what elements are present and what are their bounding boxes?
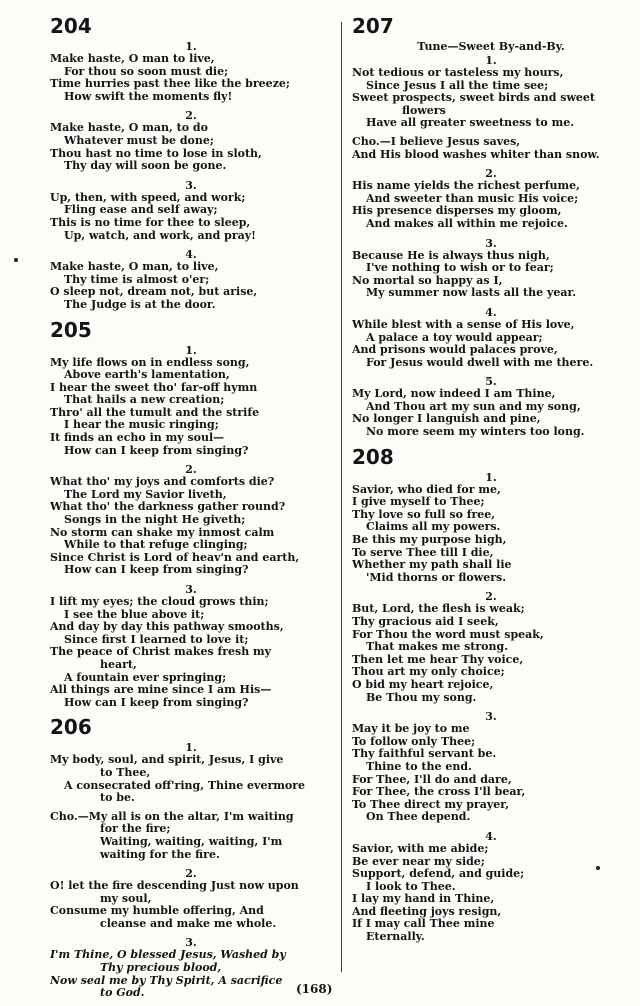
verse-line: This is no time for thee to sleep, [50, 216, 251, 229]
stanza [352, 710, 630, 824]
verse-line: For Thou the word must speak, [352, 628, 544, 641]
verse-line: To follow only Thee; [352, 735, 476, 748]
stanza-number: 4. [485, 829, 497, 843]
verse-line: Whatever must be done; [64, 134, 214, 147]
verse-line: My life flows on in endless song, [50, 356, 250, 369]
verse-line: No mortal so happy as I, [352, 274, 503, 287]
verse-line: Thine to the end. [366, 760, 472, 773]
stanza [50, 463, 332, 577]
stanza-number: 2. [485, 167, 497, 181]
verse-line: Have all greater sweetness to me. [366, 117, 575, 130]
stanza [352, 375, 630, 438]
verse-line: And fleeting joys resign, [352, 905, 502, 918]
verse-line: Cho.—I believe Jesus saves, [352, 135, 521, 148]
verse-line: Savior, with me abide; [352, 842, 489, 855]
stanza [352, 237, 630, 300]
chorus [50, 811, 332, 861]
right-column [352, 14, 630, 950]
verse-line: A palace a toy would appear; [366, 331, 543, 344]
verse-line: What tho' my joys and comforts die? [50, 476, 275, 489]
stanza [352, 590, 630, 704]
verse-line: Sweet prospects, sweet birds and sweet [352, 92, 595, 105]
verse-line: And sweeter than music His voice; [366, 192, 579, 205]
verse-line: A consecrated off'ring, Thine evermore [64, 779, 306, 792]
stanza [352, 54, 630, 130]
stanza-number: 2. [185, 463, 197, 477]
stanza-number: 3. [485, 236, 497, 250]
verse-line: Time hurries past thee like the breeze; [50, 78, 290, 91]
verse-line: What tho' the darkness gather round? [50, 501, 286, 514]
verse-line: Thou hast no time to lose in sloth, [50, 147, 262, 160]
stanza [352, 830, 630, 944]
verse-line: It finds an echo in my soul— [50, 432, 225, 445]
verse-line: I'm Thine, O blessed Jesus, Washed by [50, 949, 286, 962]
hymn-number: 204 [50, 14, 92, 38]
verse-line: Fling ease and self away; [64, 204, 218, 217]
stanza [50, 936, 332, 999]
verse-line: flowers [402, 104, 446, 117]
stanza-number: 2. [185, 867, 197, 881]
verse-line: Up, watch, and work, and pray! [64, 229, 256, 242]
verse-line: to be. [100, 792, 135, 805]
verse-line: Be this my purpose high, [352, 534, 507, 547]
hymn-205 [50, 318, 332, 710]
verse-line: I lift my eyes; the cloud grows thin; [50, 596, 269, 608]
verse-line: Support, defend, and guide; [352, 868, 525, 881]
stanza-number: 2. [185, 109, 197, 123]
verse-line: Thy day will soon be gone. [64, 160, 227, 173]
verse-line: His name yields the richest perfume, [352, 180, 581, 193]
stanza-number: 3. [185, 936, 197, 950]
verse-line: Claims all my powers. [366, 521, 501, 534]
stanza [50, 583, 332, 709]
verse-line: For Thee, the cross I'll bear, [352, 786, 526, 799]
chorus [352, 136, 630, 161]
verse-line: I hear the music ringing; [64, 419, 219, 432]
verse-line: to God. [100, 987, 145, 1000]
verse-line: How swift the moments fly! [64, 90, 233, 103]
verse-line: Make haste, O man to live, [50, 53, 215, 65]
verse-line: O! let the fire descending Just now upon [50, 880, 299, 893]
verse-line: waiting for the fire. [100, 848, 220, 861]
verse-line: cleanse and make me whole. [100, 917, 277, 930]
verse-line: For Jesus would dwell with me there. [366, 356, 594, 369]
stanza [50, 179, 332, 242]
left-column [50, 14, 332, 1006]
verse-line: Then let me hear Thy voice, [352, 653, 524, 666]
verse-line: If I may call Thee mine [352, 918, 495, 931]
verse-line: Thy faithful servant be. [352, 748, 497, 761]
stanza [50, 109, 332, 172]
verse-line: I look to Thee. [366, 880, 456, 893]
verse-line: On Thee depend. [366, 811, 471, 824]
column-divider [341, 22, 342, 972]
verse-line: All things are mine since I am His— [50, 684, 272, 697]
verse-line: my soul, [100, 892, 152, 905]
verse-line: I've nothing to wish or to fear; [366, 262, 554, 275]
stanza-number: 3. [185, 583, 197, 596]
verse-line: Make haste, O man, to do [50, 122, 208, 135]
hymn-204 [50, 14, 332, 312]
stanza [50, 867, 332, 930]
verse-line: How can I keep from singing? [64, 564, 249, 577]
verse-line: Savior, who died for me, [352, 483, 501, 496]
verse-line: My Lord, now indeed I am Thine, [352, 388, 556, 401]
verse-line: And Thou art my sun and my song, [366, 400, 581, 413]
verse-line: To serve Thee till I die, [352, 546, 494, 559]
verse-line: And day by day this pathway smooths, [50, 621, 284, 634]
verse-line: Thro' all the tumult and the strife [50, 406, 260, 419]
verse-line: Thy precious blood, [100, 962, 222, 975]
stanza-number: 3. [185, 178, 197, 192]
verse-line: My body, soul, and spirit, Jesus, I give [50, 754, 284, 767]
verse-line: Consume my humble offering, And [50, 905, 264, 918]
stanza-number: 4. [185, 248, 197, 262]
verse-line: I give myself to Thee; [352, 496, 485, 509]
verse-line: Waiting, waiting, waiting, I'm [100, 835, 283, 848]
verse-line: Thy gracious aid I seek, [352, 616, 499, 628]
verse-line: No longer I languish and pine, [352, 413, 541, 426]
verse-line: That hails a new creation; [64, 394, 225, 407]
hymn-number: 208 [352, 444, 394, 469]
verse-line: The Lord my Savior liveth, [64, 488, 227, 501]
verse-line: A fountain ever springing; [64, 671, 227, 684]
verse-line: Thou art my only choice; [352, 666, 505, 679]
verse-line: I see the blue above it; [64, 608, 205, 621]
stanza-number: 4. [485, 305, 497, 319]
stanza [50, 40, 332, 103]
hymn-number: 206 [50, 715, 92, 740]
verse-line: The peace of Christ makes fresh my [50, 646, 272, 659]
verse-line: The Judge is at the door. [64, 298, 216, 311]
stanza-number: 1. [485, 54, 497, 67]
verse-line: Be Thou my song. [366, 691, 477, 704]
verse-line: I lay my hand in Thine, [352, 893, 495, 906]
verse-line: O sleep not, dream not, but arise, [50, 286, 258, 299]
verse-line: 'Mid thorns or flowers. [366, 571, 507, 584]
verse-line: That makes me strong. [366, 641, 509, 654]
stanza [50, 248, 332, 311]
stanza-number: 1. [185, 343, 197, 357]
stanza-number: 3. [485, 710, 497, 724]
verse-line: Since Christ is Lord of heav'n and earth, [50, 551, 300, 564]
stanza-number: 1. [185, 40, 197, 53]
verse-line: How can I keep from singing? [64, 444, 249, 457]
hymn-208 [352, 445, 630, 944]
stanza [352, 167, 630, 230]
stanza-number: 5. [485, 375, 497, 389]
verse-line: And makes all within me rejoice. [366, 217, 568, 230]
verse-line: My summer now lasts all the year. [366, 287, 577, 300]
verse-line: O bid my heart rejoice, [352, 678, 494, 691]
verse-line: Songs in the night He giveth; [64, 514, 246, 527]
hymn-207 [352, 14, 630, 439]
verse-line: And prisons would palaces prove, [352, 344, 558, 357]
verse-line: Since first I learned to love it; [64, 633, 249, 646]
verse-line: While to that refuge clinging; [64, 539, 248, 552]
tune-name: Tune—Sweet By-and-By. [417, 40, 565, 53]
stanza [352, 306, 630, 369]
verse-line: May it be joy to me [352, 723, 470, 736]
verse-line: Up, then, with speed, and work; [50, 191, 246, 204]
verse-line: Whether my path shall lie [352, 559, 512, 572]
verse-line: To Thee direct my prayer, [352, 798, 510, 811]
verse-line: Now seal me by Thy Spirit, A sacrifice [50, 974, 283, 987]
verse-line: Since Jesus I all the time see; [366, 79, 549, 92]
verse-line: For thou so soon must die; [64, 65, 229, 78]
verse-line: Thy time is almost o'er; [64, 273, 210, 286]
verse-line: I hear the sweet tho' far-off hymn [50, 381, 258, 394]
stanza-number: 1. [185, 741, 197, 755]
stanza [50, 741, 332, 804]
stanza [352, 471, 630, 585]
verse-line: No more seem my winters too long. [366, 426, 585, 439]
verse-line: Make haste, O man, to live, [50, 261, 219, 274]
verse-line: No storm can shake my inmost calm [50, 526, 275, 539]
verse-line: For Thee, I'll do and dare, [352, 773, 512, 786]
hymn-number: 207 [352, 14, 394, 38]
verse-line: for the fire; [100, 823, 171, 836]
verse-line: Above earth's lamentation, [64, 369, 230, 382]
hymn-number: 205 [50, 317, 92, 342]
verse-line: How can I keep from singing? [64, 696, 249, 709]
hymn-206 [50, 715, 332, 1000]
verse-line: to Thee, [100, 766, 151, 779]
verse-line: Not tedious or tasteless my hours, [352, 67, 564, 79]
verse-line: And His blood washes whiter than snow. [352, 148, 600, 161]
verse-line: Thy love so full so free, [352, 508, 496, 521]
verse-line: heart, [100, 658, 137, 671]
stanza-number: 1. [485, 470, 497, 484]
verse-line: Because He is always thus nigh, [352, 249, 550, 262]
stanza [50, 344, 332, 458]
verse-line: Cho.—My all is on the altar, I'm waiting [50, 810, 294, 823]
stanza-number: 2. [485, 590, 497, 604]
verse-line: But, Lord, the flesh is weak; [352, 603, 525, 616]
verse-line: Eternally. [366, 931, 425, 944]
verse-line: While blest with a sense of His love, [352, 318, 575, 331]
page-number: (168) [296, 982, 333, 996]
ink-speck [14, 258, 18, 262]
verse-line: Be ever near my side; [352, 855, 485, 868]
verse-line: His presence disperses my gloom, [352, 205, 562, 218]
